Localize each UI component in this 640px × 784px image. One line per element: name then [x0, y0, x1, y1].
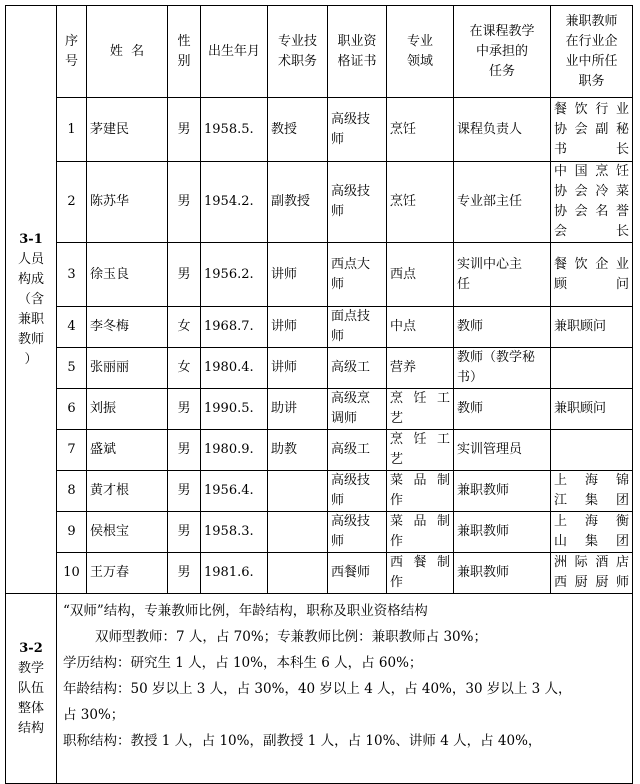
section-3-2-text-line: 教学	[17, 660, 44, 676]
cell-no: 4	[57, 307, 87, 348]
cell-gender: 男	[168, 430, 201, 471]
cell-birth: 1980.4.	[201, 348, 268, 389]
cell-field-line: 菜品制	[390, 514, 450, 529]
section-3-1-text-line: （含	[17, 291, 44, 307]
cell-field	[387, 348, 454, 389]
header-gender-line: 性	[177, 33, 191, 49]
cell-title	[268, 553, 328, 594]
cell-parttime-line: 中国烹饪	[554, 164, 629, 179]
cell-name: 徐玉良	[87, 243, 168, 307]
header-parttime	[551, 6, 633, 98]
section-3-1-text-line: 兼职	[17, 311, 44, 327]
header-field-line: 专业	[406, 33, 433, 49]
cell-cert-line: 高级工	[331, 442, 371, 457]
cell-field-line: 作	[390, 575, 404, 590]
cell-cert-line: 高级烹	[331, 391, 371, 406]
section-3-1-text	[9, 250, 53, 370]
cell-name: 王万春	[87, 553, 168, 594]
cell-cert-line: 高级技	[331, 111, 371, 127]
cell-name: 张丽丽	[87, 348, 168, 389]
cell-field-line: 作	[390, 493, 404, 508]
cell-cert	[328, 471, 387, 512]
header-field-line: 领域	[406, 53, 433, 69]
cell-task	[454, 307, 551, 348]
cell-birth: 1954.2.	[201, 162, 268, 243]
cell-field-line: 西点	[390, 266, 417, 282]
table-row	[6, 98, 633, 162]
header-parttime-line: 业中所任	[565, 53, 618, 69]
cell-cert	[328, 307, 387, 348]
cell-cert-line: 师	[331, 493, 345, 508]
cell-birth: 1968.7.	[201, 307, 268, 348]
cell-gender: 女	[168, 307, 201, 348]
cell-gender: 男	[168, 389, 201, 430]
header-no-line: 序	[64, 33, 78, 49]
cell-field-line: 艺	[390, 452, 404, 467]
cell-title	[268, 512, 328, 553]
cell-parttime-line: 顾问	[554, 276, 629, 292]
cell-title: 助教	[268, 430, 328, 471]
cell-cert-line: 高级技	[331, 473, 371, 488]
cell-cert-line: 高级工	[331, 360, 371, 375]
cell-cert	[328, 98, 387, 162]
cell-parttime-line: 西厨厨师	[554, 575, 629, 590]
cell-gender: 男	[168, 512, 201, 553]
cell-no: 10	[57, 553, 87, 594]
header-row	[6, 6, 633, 98]
cell-name: 侯根宝	[87, 512, 168, 553]
cell-parttime-line: 协会副秘	[554, 121, 629, 137]
header-parttime-line: 职务	[578, 73, 605, 89]
cell-parttime-line: 江集团	[554, 493, 629, 508]
cell-cert-line: 师	[331, 276, 345, 292]
table-row	[6, 307, 633, 348]
cell-field-line: 艺	[390, 411, 404, 426]
cell-field-line: 烹饪	[390, 194, 417, 209]
cell-cert-line: 师	[331, 329, 345, 344]
cell-no: 3	[57, 243, 87, 307]
cell-field	[387, 307, 454, 348]
table-row	[6, 389, 633, 430]
header-name: 姓 名	[87, 6, 168, 98]
cell-title: 讲师	[268, 243, 328, 307]
section-3-1-text-line: 构成	[17, 271, 44, 287]
cell-parttime-line: 兼职顾问	[554, 319, 607, 334]
cell-gender: 女	[168, 348, 201, 389]
cell-birth: 1958.3.	[201, 512, 268, 553]
cell-cert-line: 调师	[331, 411, 358, 426]
cell-name: 刘振	[87, 389, 168, 430]
cell-title: 讲师	[268, 307, 328, 348]
cell-task	[454, 471, 551, 512]
cell-birth: 1958.5.	[201, 98, 268, 162]
cell-name: 盛斌	[87, 430, 168, 471]
cell-field-line: 作	[390, 534, 404, 549]
cell-parttime	[551, 471, 633, 512]
structure-row	[6, 594, 633, 784]
cell-title: 助讲	[268, 389, 328, 430]
cell-no: 1	[57, 98, 87, 162]
section-3-2-text-line: 结构	[17, 720, 44, 736]
section-3-1-text-line: 人员	[17, 251, 44, 267]
table-row	[6, 162, 633, 243]
cell-task	[454, 162, 551, 243]
section-3-2-text	[9, 659, 53, 739]
cell-cert-line: 师	[331, 534, 345, 549]
table-row	[6, 553, 633, 594]
cell-parttime-line: 书长	[554, 141, 629, 157]
cell-no: 2	[57, 162, 87, 243]
cell-task-line: 专业部主任	[457, 194, 523, 209]
cell-name: 李冬梅	[87, 307, 168, 348]
cell-name: 陈苏华	[87, 162, 168, 243]
cell-parttime-line: 餐饮行业	[554, 101, 629, 117]
table-row	[6, 430, 633, 471]
structure-line-4: 年龄结构：50 岁以上 3 人，占 30%，40 岁以上 4 人，占 40%，30 岁以上 3 人，	[63, 681, 572, 697]
cell-no: 8	[57, 471, 87, 512]
cell-cert	[328, 512, 387, 553]
cell-birth: 1980.9.	[201, 430, 268, 471]
header-task-line: 在课程教学	[469, 23, 535, 39]
cell-parttime	[551, 553, 633, 594]
cell-cert-line: 面点技	[331, 309, 371, 324]
cell-parttime	[551, 307, 633, 348]
cell-no: 9	[57, 512, 87, 553]
cell-cert	[328, 389, 387, 430]
structure-line-2: 双师型教师：7 人，占 70%；专兼教师比例：兼职教师占 30%；	[95, 629, 487, 645]
cell-field-line: 菜品制	[390, 473, 450, 488]
structure-description	[57, 594, 633, 784]
cell-parttime-line: 餐饮企业	[554, 256, 629, 272]
cell-no: 6	[57, 389, 87, 430]
header-birth: 出生年月	[201, 6, 268, 98]
cell-parttime	[551, 243, 633, 307]
header-task-line: 中承担的	[475, 43, 528, 59]
structure-line-1: “双师”结构，专兼教师比例，年龄结构，职称及职业资格结构	[63, 603, 428, 619]
cell-parttime	[551, 98, 633, 162]
cell-title: 副教授	[268, 162, 328, 243]
cell-field-line: 烹饪	[390, 121, 417, 137]
cell-cert-line: 西点大	[331, 256, 371, 272]
section-3-1-text-line: 教师	[17, 331, 44, 347]
cell-task-line: 课程负责人	[457, 121, 523, 137]
cell-name: 茅建民	[87, 98, 168, 162]
section-3-2-label: 3-2 教学 队伍 整体 结构	[6, 594, 57, 784]
header-task	[454, 6, 551, 98]
cell-cert-line: 西餐师	[331, 565, 371, 580]
cell-field-line: 烹饪工	[390, 432, 450, 447]
table-row	[6, 471, 633, 512]
section-3-2-text-line: 整体	[17, 700, 44, 716]
table-row	[6, 512, 633, 553]
cell-birth: 1990.5.	[201, 389, 268, 430]
structure-line-3: 学历结构：研究生 1 人，占 10%，本科生 6 人，占 60%；	[63, 655, 423, 671]
cell-gender: 男	[168, 98, 201, 162]
header-title	[268, 6, 328, 98]
cell-task-line: 教师	[457, 319, 484, 334]
cell-task	[454, 553, 551, 594]
cell-birth: 1956.4.	[201, 471, 268, 512]
cell-parttime-line: 会长	[554, 224, 629, 239]
cell-title: 教授	[268, 98, 328, 162]
cell-task-line: 兼职教师	[457, 565, 510, 580]
cell-task-line: 教师	[457, 401, 484, 416]
header-parttime-line: 兼职教师	[565, 13, 618, 29]
cell-task-line: 实训管理员	[457, 442, 523, 457]
cell-gender: 男	[168, 162, 201, 243]
cell-cert-line: 师	[331, 204, 345, 219]
section-3-1-label: 3-1 人员 构成 （含 兼职 教师 ）	[6, 6, 57, 594]
table-row	[6, 243, 633, 307]
cell-no: 5	[57, 348, 87, 389]
cell-field	[387, 389, 454, 430]
cell-parttime-line: 洲际酒店	[554, 555, 629, 570]
cell-parttime	[551, 512, 633, 553]
header-cert	[328, 6, 387, 98]
cell-task-line: 教师（教学秘	[457, 350, 536, 365]
cell-parttime-line: 山集团	[554, 534, 629, 549]
cell-field	[387, 512, 454, 553]
cell-cert-line: 高级技	[331, 514, 371, 529]
cell-parttime	[551, 430, 633, 471]
cell-cert	[328, 553, 387, 594]
cell-task	[454, 512, 551, 553]
cell-task	[454, 430, 551, 471]
cell-parttime	[551, 162, 633, 243]
header-cert-line: 格证书	[337, 53, 377, 69]
header-parttime-line: 在行业企	[565, 33, 618, 49]
header-title-line: 术职务	[277, 53, 317, 69]
header-no	[57, 6, 87, 98]
cell-field-line: 中点	[390, 319, 417, 334]
cell-field	[387, 243, 454, 307]
cell-birth: 1956.2.	[201, 243, 268, 307]
cell-task-line: 兼职教师	[457, 483, 510, 498]
cell-parttime-line: 上海锦	[554, 473, 629, 488]
cell-cert	[328, 243, 387, 307]
cell-task-line: 书）	[457, 370, 484, 385]
cell-cert	[328, 430, 387, 471]
cell-parttime-line: 协会名誉	[554, 204, 629, 219]
cell-no: 7	[57, 430, 87, 471]
header-gender-line: 别	[177, 53, 191, 69]
section-3-1-text-line: ）	[24, 351, 38, 367]
cell-field	[387, 553, 454, 594]
cell-task-line: 实训中心主	[457, 256, 523, 272]
cell-task	[454, 348, 551, 389]
cell-gender: 男	[168, 553, 201, 594]
header-gender	[168, 6, 201, 98]
cell-parttime-line: 上海衡	[554, 514, 629, 529]
cell-field-line: 烹饪工	[390, 391, 450, 406]
cell-task	[454, 243, 551, 307]
cell-parttime-line: 协会冷菜	[554, 184, 629, 199]
cell-gender: 男	[168, 243, 201, 307]
cell-parttime	[551, 348, 633, 389]
cell-parttime-line: 兼职顾问	[554, 401, 607, 416]
structure-line-6: 职称结构：教授 1 人，占 10%，副教授 1 人，占 10%、讲师 4 人，占 40%，	[63, 733, 542, 749]
header-title-line: 专业技	[277, 33, 317, 49]
cell-title	[268, 471, 328, 512]
cell-parttime	[551, 389, 633, 430]
cell-name: 黄才根	[87, 471, 168, 512]
cell-birth: 1981.6.	[201, 553, 268, 594]
cell-task-line: 兼职教师	[457, 524, 510, 539]
structure-line-5: 占 30%；	[63, 707, 125, 723]
cell-field	[387, 162, 454, 243]
header-task-line: 任务	[488, 63, 515, 79]
cell-field-line: 西餐制	[390, 555, 450, 570]
header-cert-line: 职业资	[337, 33, 377, 49]
cell-field	[387, 98, 454, 162]
cell-cert-line: 高级技	[331, 184, 371, 199]
table-row	[6, 348, 633, 389]
cell-task	[454, 389, 551, 430]
cell-title: 讲师	[268, 348, 328, 389]
staff-table	[5, 5, 633, 784]
cell-gender: 男	[168, 471, 201, 512]
cell-cert-line: 师	[331, 131, 345, 147]
header-field	[387, 6, 454, 98]
cell-field-line: 营养	[390, 360, 417, 375]
cell-cert	[328, 348, 387, 389]
cell-field	[387, 430, 454, 471]
section-3-2-text-line: 队伍	[17, 680, 44, 696]
cell-task-line: 任	[457, 276, 471, 292]
cell-task	[454, 98, 551, 162]
cell-field	[387, 471, 454, 512]
cell-cert	[328, 162, 387, 243]
header-no-line: 号	[64, 53, 78, 69]
